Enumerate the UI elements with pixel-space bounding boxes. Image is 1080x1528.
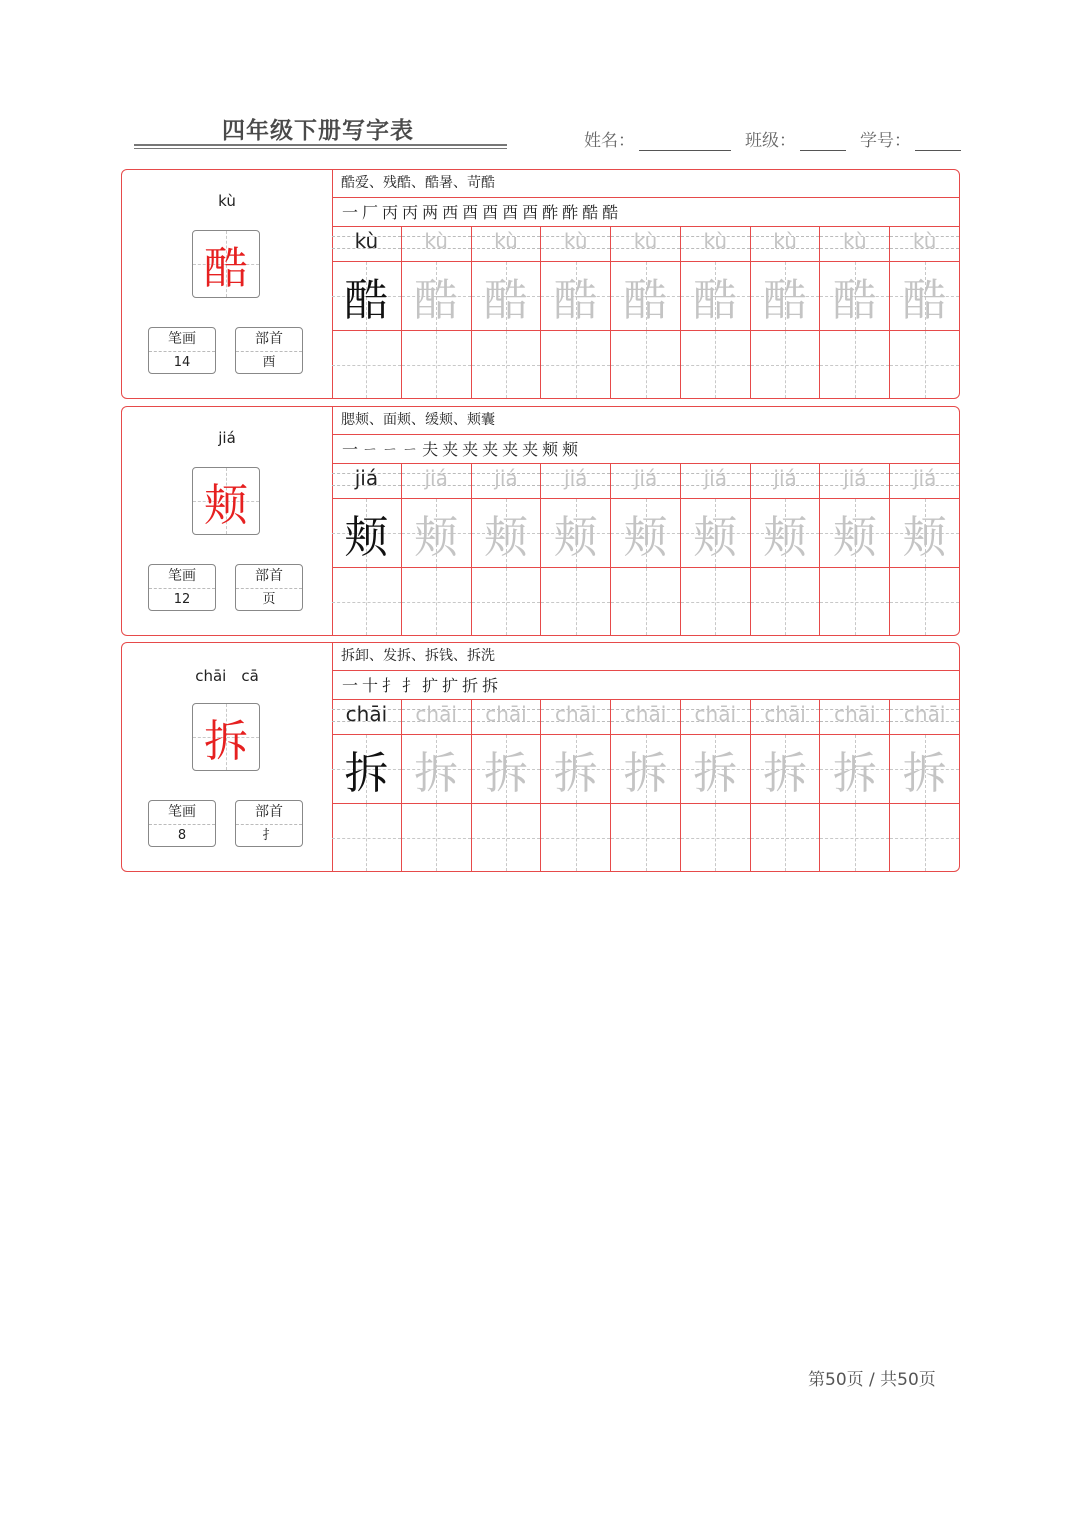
char-cell[interactable] [890, 499, 959, 568]
practice-column [332, 463, 402, 635]
stroke-step: ㄧ [362, 440, 379, 459]
stroke-step: 颊 [562, 440, 579, 459]
empty-practice-cell[interactable] [402, 568, 471, 635]
stroke-step: 夹 [462, 440, 479, 459]
character-card [121, 169, 960, 399]
pinyin-cell[interactable] [402, 463, 471, 499]
stroke-step: ㄧ [382, 440, 399, 459]
pinyin-cell[interactable] [751, 463, 820, 499]
trace-char: 颊 [414, 512, 459, 563]
char-cell[interactable] [820, 262, 889, 331]
char-cell[interactable] [541, 735, 610, 804]
stroke-step: 西 [442, 203, 459, 222]
stroke-step: 夫 [422, 440, 439, 459]
pinyin-cell[interactable] [332, 699, 401, 735]
empty-practice-cell[interactable] [681, 568, 750, 635]
stroke-step: 夹 [502, 440, 519, 459]
example-words: 拆卸、发拆、拆钱、拆洗 [332, 643, 959, 671]
trace-char: 颊 [763, 512, 808, 563]
main-character: 颊 [204, 480, 248, 531]
empty-practice-cell[interactable] [890, 568, 959, 635]
stroke-step: 一 [342, 676, 359, 695]
name-field[interactable] [584, 126, 731, 151]
trace-pinyin: jiá [494, 466, 518, 490]
practice-column [332, 699, 402, 871]
stroke-step: 酷 [602, 203, 619, 222]
practice-column [820, 226, 890, 398]
character-info-panel [122, 643, 333, 871]
trace-pinyin: chāi [554, 702, 597, 726]
char-cell[interactable] [681, 735, 750, 804]
pinyin-cell[interactable] [820, 226, 889, 262]
pinyin-cell[interactable] [472, 463, 541, 499]
trace-pinyin: kù [703, 229, 728, 253]
char-cell[interactable] [332, 262, 401, 331]
grid-pinyin: jiá [354, 466, 379, 490]
empty-practice-cell[interactable] [332, 568, 401, 635]
trace-char: 颊 [902, 512, 947, 563]
stroke-count-value: 8 [177, 828, 187, 843]
empty-practice-cell[interactable] [472, 804, 541, 871]
stroke-count-box [148, 800, 216, 847]
pinyin-cell[interactable] [541, 699, 610, 735]
radical-box [235, 564, 303, 611]
stroke-step: 夹 [442, 440, 459, 459]
empty-practice-cell[interactable] [820, 804, 889, 871]
practice-column [402, 463, 472, 635]
class-blank[interactable] [800, 130, 846, 151]
stroke-step: 拆 [482, 676, 499, 695]
empty-practice-cell[interactable] [402, 804, 471, 871]
pinyin-cell[interactable] [820, 699, 889, 735]
trace-pinyin: kù [843, 229, 867, 253]
stroke-step: ㄧ [402, 440, 419, 459]
character-box [192, 703, 260, 771]
practice-grid [332, 226, 959, 398]
stroke-step: 丙 [402, 203, 419, 222]
empty-practice-cell[interactable] [541, 568, 610, 635]
trace-pinyin: kù [563, 229, 588, 253]
trace-char: 酷 [693, 275, 738, 326]
practice-panel [332, 170, 959, 398]
char-cell[interactable] [751, 262, 820, 331]
trace-char: 酷 [902, 275, 947, 326]
char-cell[interactable] [472, 499, 541, 568]
empty-practice-cell[interactable] [402, 331, 471, 398]
practice-column [890, 226, 959, 398]
empty-practice-cell[interactable] [611, 804, 680, 871]
pinyin-cell[interactable] [541, 463, 610, 499]
character-box [192, 467, 260, 535]
stroke-step: 扩 [442, 676, 459, 695]
char-cell[interactable] [890, 735, 959, 804]
student-id-field[interactable] [860, 126, 961, 151]
trace-pinyin: chāi [694, 702, 737, 726]
pinyin-cell[interactable] [541, 226, 610, 262]
char-cell[interactable] [681, 499, 750, 568]
class-field[interactable] [745, 126, 846, 151]
pinyin-cell[interactable] [332, 226, 401, 262]
page-number: 第50页 / 共50页 [808, 1370, 936, 1390]
radical-value: 扌 [262, 828, 276, 843]
trace-pinyin: jiá [912, 466, 937, 490]
stroke-step: 酉 [462, 203, 479, 222]
trace-pinyin: jiá [564, 466, 588, 490]
example-words: 腮颊、面颊、缓颊、颊囊 [332, 407, 959, 435]
practice-column [751, 226, 821, 398]
stroke-count-label: 笔画 [149, 565, 215, 589]
stroke-step: 扌 [402, 676, 419, 695]
practice-column [751, 699, 821, 871]
trace-char: 拆 [553, 748, 598, 799]
practice-column [890, 699, 959, 871]
empty-practice-cell[interactable] [681, 331, 750, 398]
character-pinyin: kù [218, 192, 236, 210]
stroke-order [332, 670, 959, 700]
practice-column [681, 463, 751, 635]
empty-practice-cell[interactable] [541, 804, 610, 871]
char-cell[interactable] [402, 735, 471, 804]
empty-practice-cell[interactable] [611, 331, 680, 398]
main-character: 拆 [204, 716, 248, 767]
empty-practice-cell[interactable] [472, 568, 541, 635]
trace-pinyin: kù [773, 229, 797, 253]
char-cell[interactable] [611, 735, 680, 804]
student-fields [584, 126, 961, 151]
practice-column [472, 226, 542, 398]
pinyin-cell[interactable] [890, 226, 959, 262]
char-cell[interactable] [541, 499, 610, 568]
stroke-step: 酷 [582, 203, 599, 222]
radical-box [235, 327, 303, 374]
stroke-step: 夹 [482, 440, 499, 459]
pinyin-cell[interactable] [751, 699, 820, 735]
stroke-step: 酉 [502, 203, 519, 222]
empty-practice-cell[interactable] [820, 331, 889, 398]
trace-char: 拆 [902, 748, 947, 799]
char-cell[interactable] [820, 499, 889, 568]
practice-grid [332, 699, 959, 871]
trace-char: 拆 [414, 748, 459, 799]
trace-pinyin: jiá [703, 466, 727, 490]
stroke-step: 酢 [542, 203, 559, 222]
empty-practice-cell[interactable] [751, 568, 820, 635]
title-underline [134, 144, 507, 146]
pinyin-cell[interactable] [890, 699, 959, 735]
trace-pinyin: kù [912, 229, 937, 253]
trace-char: 拆 [763, 748, 808, 799]
stroke-count-value: 12 [173, 592, 191, 607]
stroke-count-box [148, 327, 216, 374]
stroke-step: 颊 [542, 440, 559, 459]
pinyin-cell[interactable] [681, 699, 750, 735]
empty-practice-cell[interactable] [890, 331, 959, 398]
empty-practice-cell[interactable] [332, 331, 401, 398]
char-cell[interactable] [681, 262, 750, 331]
pinyin-cell[interactable] [681, 463, 750, 499]
stroke-step: 一 [342, 203, 359, 222]
grid-char: 酷 [344, 275, 389, 326]
pinyin-cell[interactable] [472, 699, 541, 735]
pinyin-cell[interactable] [820, 463, 889, 499]
practice-column [611, 226, 681, 398]
empty-practice-cell[interactable] [541, 331, 610, 398]
empty-practice-cell[interactable] [611, 568, 680, 635]
page-title: 四年级下册写字表 [222, 118, 414, 144]
char-cell[interactable] [751, 735, 820, 804]
pinyin-cell[interactable] [751, 226, 820, 262]
character-card [121, 642, 960, 872]
trace-pinyin: chāi [834, 702, 876, 726]
trace-pinyin: jiá [773, 466, 797, 490]
student-id-blank[interactable] [915, 130, 961, 151]
radical-box [235, 800, 303, 847]
char-cell[interactable] [890, 262, 959, 331]
empty-practice-cell[interactable] [751, 331, 820, 398]
stroke-step: 丙 [382, 203, 399, 222]
stroke-count-box [148, 564, 216, 611]
practice-column [402, 699, 472, 871]
trace-char: 颊 [553, 512, 598, 563]
radical-label: 部首 [236, 565, 302, 589]
stroke-step: 一 [342, 440, 359, 459]
practice-panel [332, 407, 959, 635]
practice-column [541, 226, 611, 398]
trace-char: 酷 [414, 275, 459, 326]
char-cell[interactable] [402, 499, 471, 568]
trace-pinyin: kù [424, 229, 448, 253]
trace-pinyin: chāi [624, 702, 667, 726]
trace-pinyin: jiá [633, 466, 658, 490]
practice-column [820, 699, 890, 871]
name-blank[interactable] [639, 130, 731, 151]
pinyin-cell[interactable] [681, 226, 750, 262]
title-underline-thin [134, 148, 507, 149]
trace-pinyin: kù [633, 229, 658, 253]
radical-label: 部首 [236, 328, 302, 352]
example-words: 酷爱、残酷、酷暑、苛酷 [332, 170, 959, 198]
char-cell[interactable] [751, 499, 820, 568]
radical-label: 部首 [236, 801, 302, 825]
char-cell[interactable] [820, 735, 889, 804]
grid-char: 颊 [344, 512, 389, 563]
practice-column [541, 699, 611, 871]
class-label: 班级： [745, 131, 796, 151]
char-cell[interactable] [402, 262, 471, 331]
empty-practice-cell[interactable] [332, 804, 401, 871]
character-box [192, 230, 260, 298]
trace-pinyin: chāi [415, 702, 457, 726]
practice-column [681, 226, 751, 398]
character-pinyin: jiá [218, 429, 236, 447]
trace-pinyin: chāi [903, 702, 946, 726]
stroke-order [332, 434, 959, 464]
stroke-step: 扌 [382, 676, 399, 695]
trace-char: 酷 [623, 275, 668, 326]
trace-char: 拆 [483, 748, 528, 799]
trace-pinyin: kù [494, 229, 518, 253]
trace-pinyin: jiá [843, 466, 867, 490]
trace-char: 酷 [763, 275, 808, 326]
stroke-step: 两 [422, 203, 439, 222]
stroke-step: 酢 [562, 203, 579, 222]
empty-practice-cell[interactable] [751, 804, 820, 871]
practice-column [472, 699, 542, 871]
char-cell[interactable] [611, 262, 680, 331]
character-info-panel [122, 407, 333, 635]
pinyin-cell[interactable] [611, 226, 680, 262]
stroke-step: 折 [462, 676, 479, 695]
stroke-step: 夹 [522, 440, 539, 459]
student-id-label: 学号： [860, 131, 911, 151]
trace-char: 拆 [832, 748, 877, 799]
char-cell[interactable] [611, 499, 680, 568]
radical-value: 酉 [262, 355, 276, 370]
practice-grid [332, 463, 959, 635]
main-character: 酷 [204, 243, 248, 294]
pinyin-cell[interactable] [472, 226, 541, 262]
grid-pinyin: kù [354, 229, 379, 253]
practice-column [751, 463, 821, 635]
trace-char: 拆 [623, 748, 668, 799]
char-cell[interactable] [332, 499, 401, 568]
trace-pinyin: jiá [424, 466, 448, 490]
trace-char: 酷 [483, 275, 528, 326]
page-header [0, 0, 1080, 160]
practice-column [820, 463, 890, 635]
pinyin-cell[interactable] [890, 463, 959, 499]
stroke-step: 酉 [482, 203, 499, 222]
practice-column [541, 463, 611, 635]
trace-char: 酷 [832, 275, 877, 326]
character-info-panel [122, 170, 333, 398]
pinyin-cell[interactable] [332, 463, 401, 499]
pinyin-cell[interactable] [611, 699, 680, 735]
empty-practice-cell[interactable] [890, 804, 959, 871]
practice-column [402, 226, 472, 398]
character-card [121, 406, 960, 636]
pinyin-cell[interactable] [402, 226, 471, 262]
grid-pinyin: chāi [345, 702, 388, 726]
empty-practice-cell[interactable] [472, 331, 541, 398]
stroke-order [332, 197, 959, 227]
stroke-count-label: 笔画 [149, 328, 215, 352]
trace-char: 颊 [693, 512, 738, 563]
practice-column [890, 463, 959, 635]
stroke-step: 十 [362, 676, 379, 695]
trace-char: 酷 [553, 275, 598, 326]
pinyin-cell[interactable] [402, 699, 471, 735]
stroke-count-value: 14 [173, 355, 191, 370]
practice-panel [332, 643, 959, 871]
stroke-step: 酉 [522, 203, 539, 222]
char-cell[interactable] [472, 735, 541, 804]
stroke-count-label: 笔画 [149, 801, 215, 825]
empty-practice-cell[interactable] [820, 568, 889, 635]
practice-column [611, 463, 681, 635]
char-cell[interactable] [472, 262, 541, 331]
practice-column [611, 699, 681, 871]
empty-practice-cell[interactable] [681, 804, 750, 871]
grid-char: 拆 [344, 748, 389, 799]
char-cell[interactable] [332, 735, 401, 804]
trace-pinyin: chāi [764, 702, 806, 726]
name-label: 姓名： [584, 131, 635, 151]
pinyin-cell[interactable] [611, 463, 680, 499]
char-cell[interactable] [541, 262, 610, 331]
trace-char: 颊 [483, 512, 528, 563]
practice-column [472, 463, 542, 635]
practice-column [332, 226, 402, 398]
radical-value: 页 [262, 592, 276, 607]
trace-char: 颊 [832, 512, 877, 563]
stroke-step: 厂 [362, 203, 379, 222]
practice-column [681, 699, 751, 871]
stroke-step: 扩 [422, 676, 439, 695]
trace-pinyin: chāi [485, 702, 527, 726]
character-pinyin: chāi cā [195, 667, 259, 685]
trace-char: 拆 [693, 748, 738, 799]
trace-char: 颊 [623, 512, 668, 563]
